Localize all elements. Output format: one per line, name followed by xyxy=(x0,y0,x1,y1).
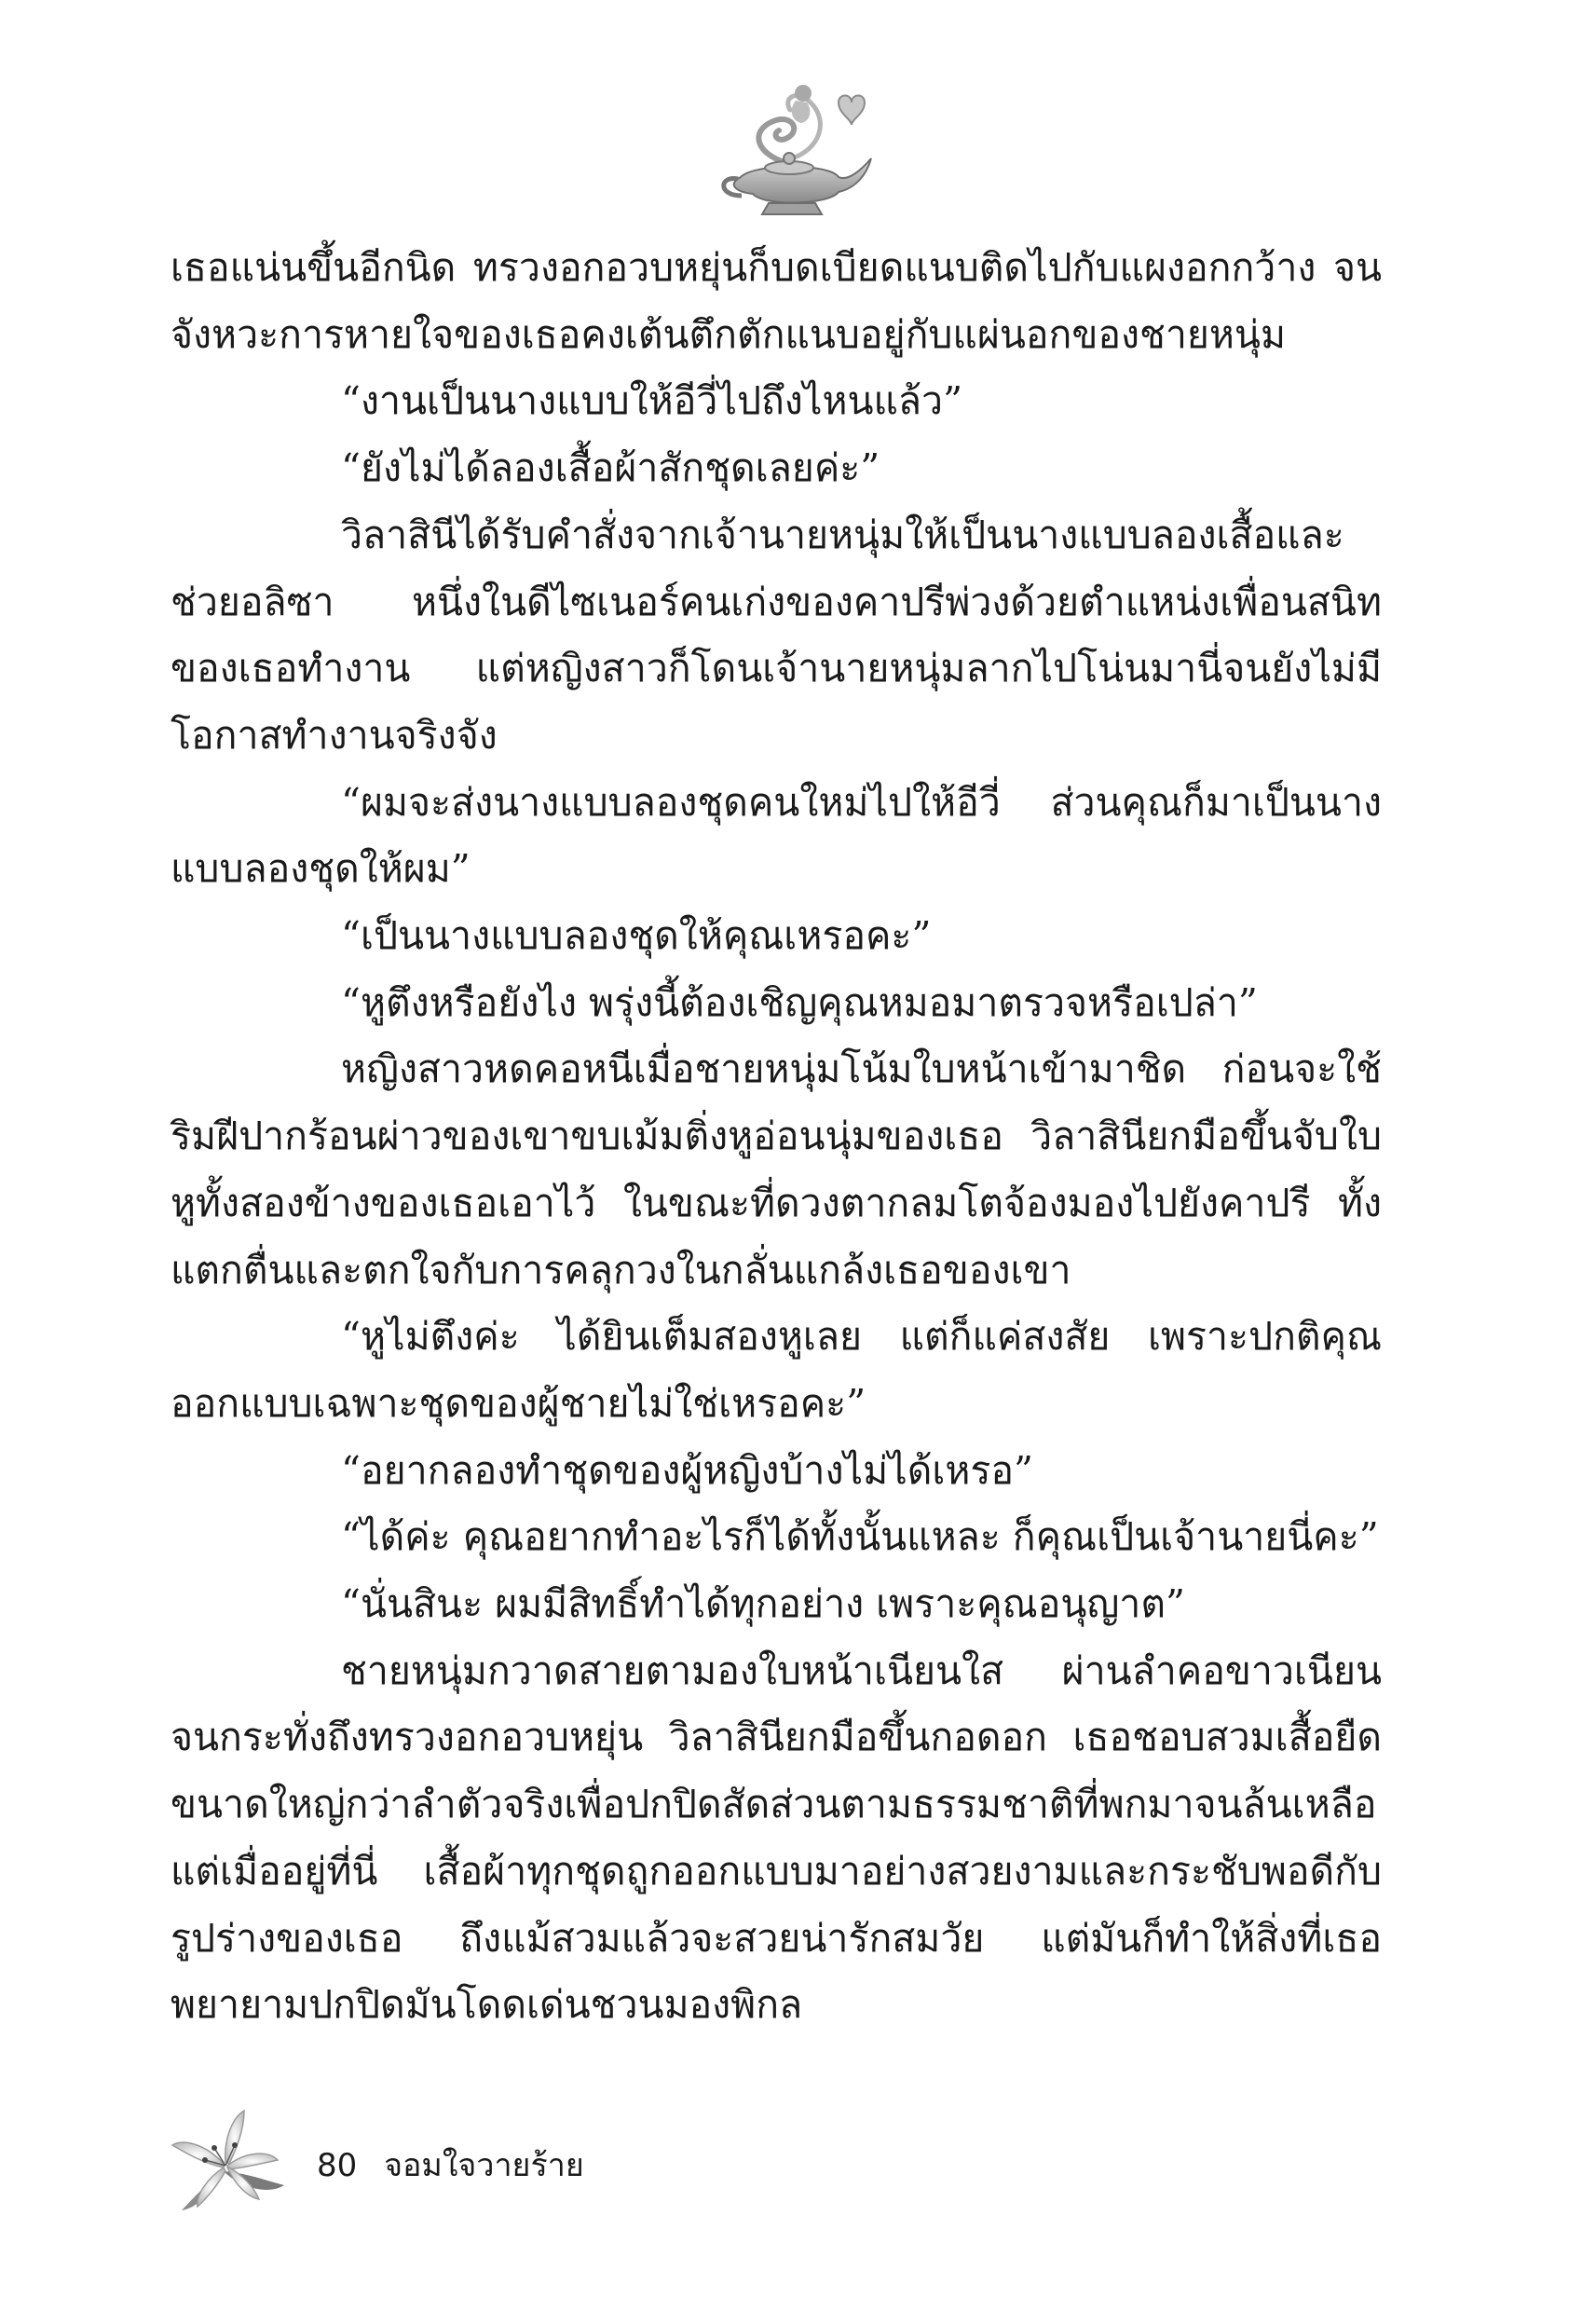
paragraph: “อยากลองทำชุดของผู้หญิงบ้างไม่ได้เหรอ” xyxy=(341,1447,1034,1493)
page-footer xyxy=(168,2106,820,2218)
paragraph: “นั่นสินะ ผมมีสิทธิ์ทำได้ทุกอย่าง เพราะคุณอนุญาต” xyxy=(341,1581,1185,1627)
paragraph: “งานเป็นนางแบบให้อีวี่ไปถึงไหนแล้ว” xyxy=(341,378,963,424)
footer-text xyxy=(317,2140,584,2190)
paragraph: หญิงสาวหดคอหนีเมื่อชายหนุ่มโน้มใบหน้าเข้ามาชิด ก่อนจะใช้ริมฝีปากร้อนผ่าวของเขาขบเม้มติ่งหูอ่อนนุ่มของเธอ วิลาสินียกมือขึ้นจับใบหูทั้งสองข้างของเธอเอาไว้ ในขณะที่ดวงตากลมโตจ้องมองไปยังคาปรี ทั้งแตกตื่นและตกใจกับการคลุกวงในกลั่นแกล้งเธอของเขา xyxy=(171,1046,1382,1292)
paragraph: วิลาสินีได้รับคำสั่งจากเจ้านายหนุ่มให้เป็นนางแบบลองเสื้อและช่วยอลิซา หนึ่งในดีไซเนอร์คนเก่งของคาปรีพ่วงด้วยตำแหน่งเพื่อนสนิทของเธอทำงาน แต่หญิงสาวก็โดนเจ้านายหนุ่มลากไปโน่นมานี่จนยังไม่มีโอกาสทำงานจริงจัง xyxy=(171,512,1382,758)
body-text xyxy=(171,235,1382,2039)
paragraph: “ผมจะส่งนางแบบลองชุดคนใหม่ไปให้อีวี่ ส่วนคุณก็มาเป็นนางแบบลองชุดให้ผม” xyxy=(171,779,1382,892)
paragraph: ชายหนุ่มกวาดสายตามองใบหน้าเนียนใส ผ่านลำคอขาวเนียนจนกระทั่งถึงทรวงอกอวบหยุ่น วิลาสินียกมือขึ้นกอดอก เธอชอบสวมเสื้อยืดขนาดใหญ่กว่าลำตัวจริงเพื่อปกปิดสัดส่วนตามธรรมชาติที่พกมาจนล้นเหลือ แต่เมื่ออยู่ที่นี่ เสื้อผ้าทุกชุดถูกออกแบบมาอย่างสวยงามและกระชับพอดีกับรูปร่างของเธอ ถึงแม้สวมแล้วจะสวยน่ารักสมวัย แต่มันก็ทำให้สิ่งที่เธอพยายามปกปิดมันโดดเด่นชวนมองพิกล xyxy=(171,1648,1382,2028)
lamp-genie-ornament-icon xyxy=(699,65,885,224)
lily-flower-icon xyxy=(168,2106,289,2218)
paragraph: “ได้ค่ะ คุณอยากทำอะไรก็ได้ทั้งนั้นแหละ ก็คุณเป็นเจ้านายนี่คะ” xyxy=(341,1514,1379,1560)
paragraph: “เป็นนางแบบลองชุดให้คุณเหรอคะ” xyxy=(341,913,932,959)
paragraph: เธอแน่นขึ้นอีกนิด ทรวงอกอวบหยุ่นก็บดเบียดแนบติดไปกับแผงอกกว้าง จนจังหวะการหายใจของเธอคงเต้นตึกตักแนบอยู่กับแผ่นอกของชายหนุ่ม xyxy=(171,245,1382,357)
book-title: จอมใจวายร้าย xyxy=(384,2147,584,2184)
page-number: 80 xyxy=(317,2147,358,2184)
paragraph: “หูไม่ตึงค่ะ ได้ยินเต็มสองหูเลย แต่ก็แค่สงสัย เพราะปกติคุณออกแบบเฉพาะชุดของผู้ชายไม่ใช่เหรอคะ” xyxy=(171,1314,1382,1426)
paragraph: “หูตึงหรือยังไง พรุ่งนี้ต้องเชิญคุณหมอมาตรวจหรือเปล่า” xyxy=(341,979,1258,1025)
paragraph: “ยังไม่ได้ลองเสื้อผ้าสักชุดเลยค่ะ” xyxy=(341,445,880,491)
